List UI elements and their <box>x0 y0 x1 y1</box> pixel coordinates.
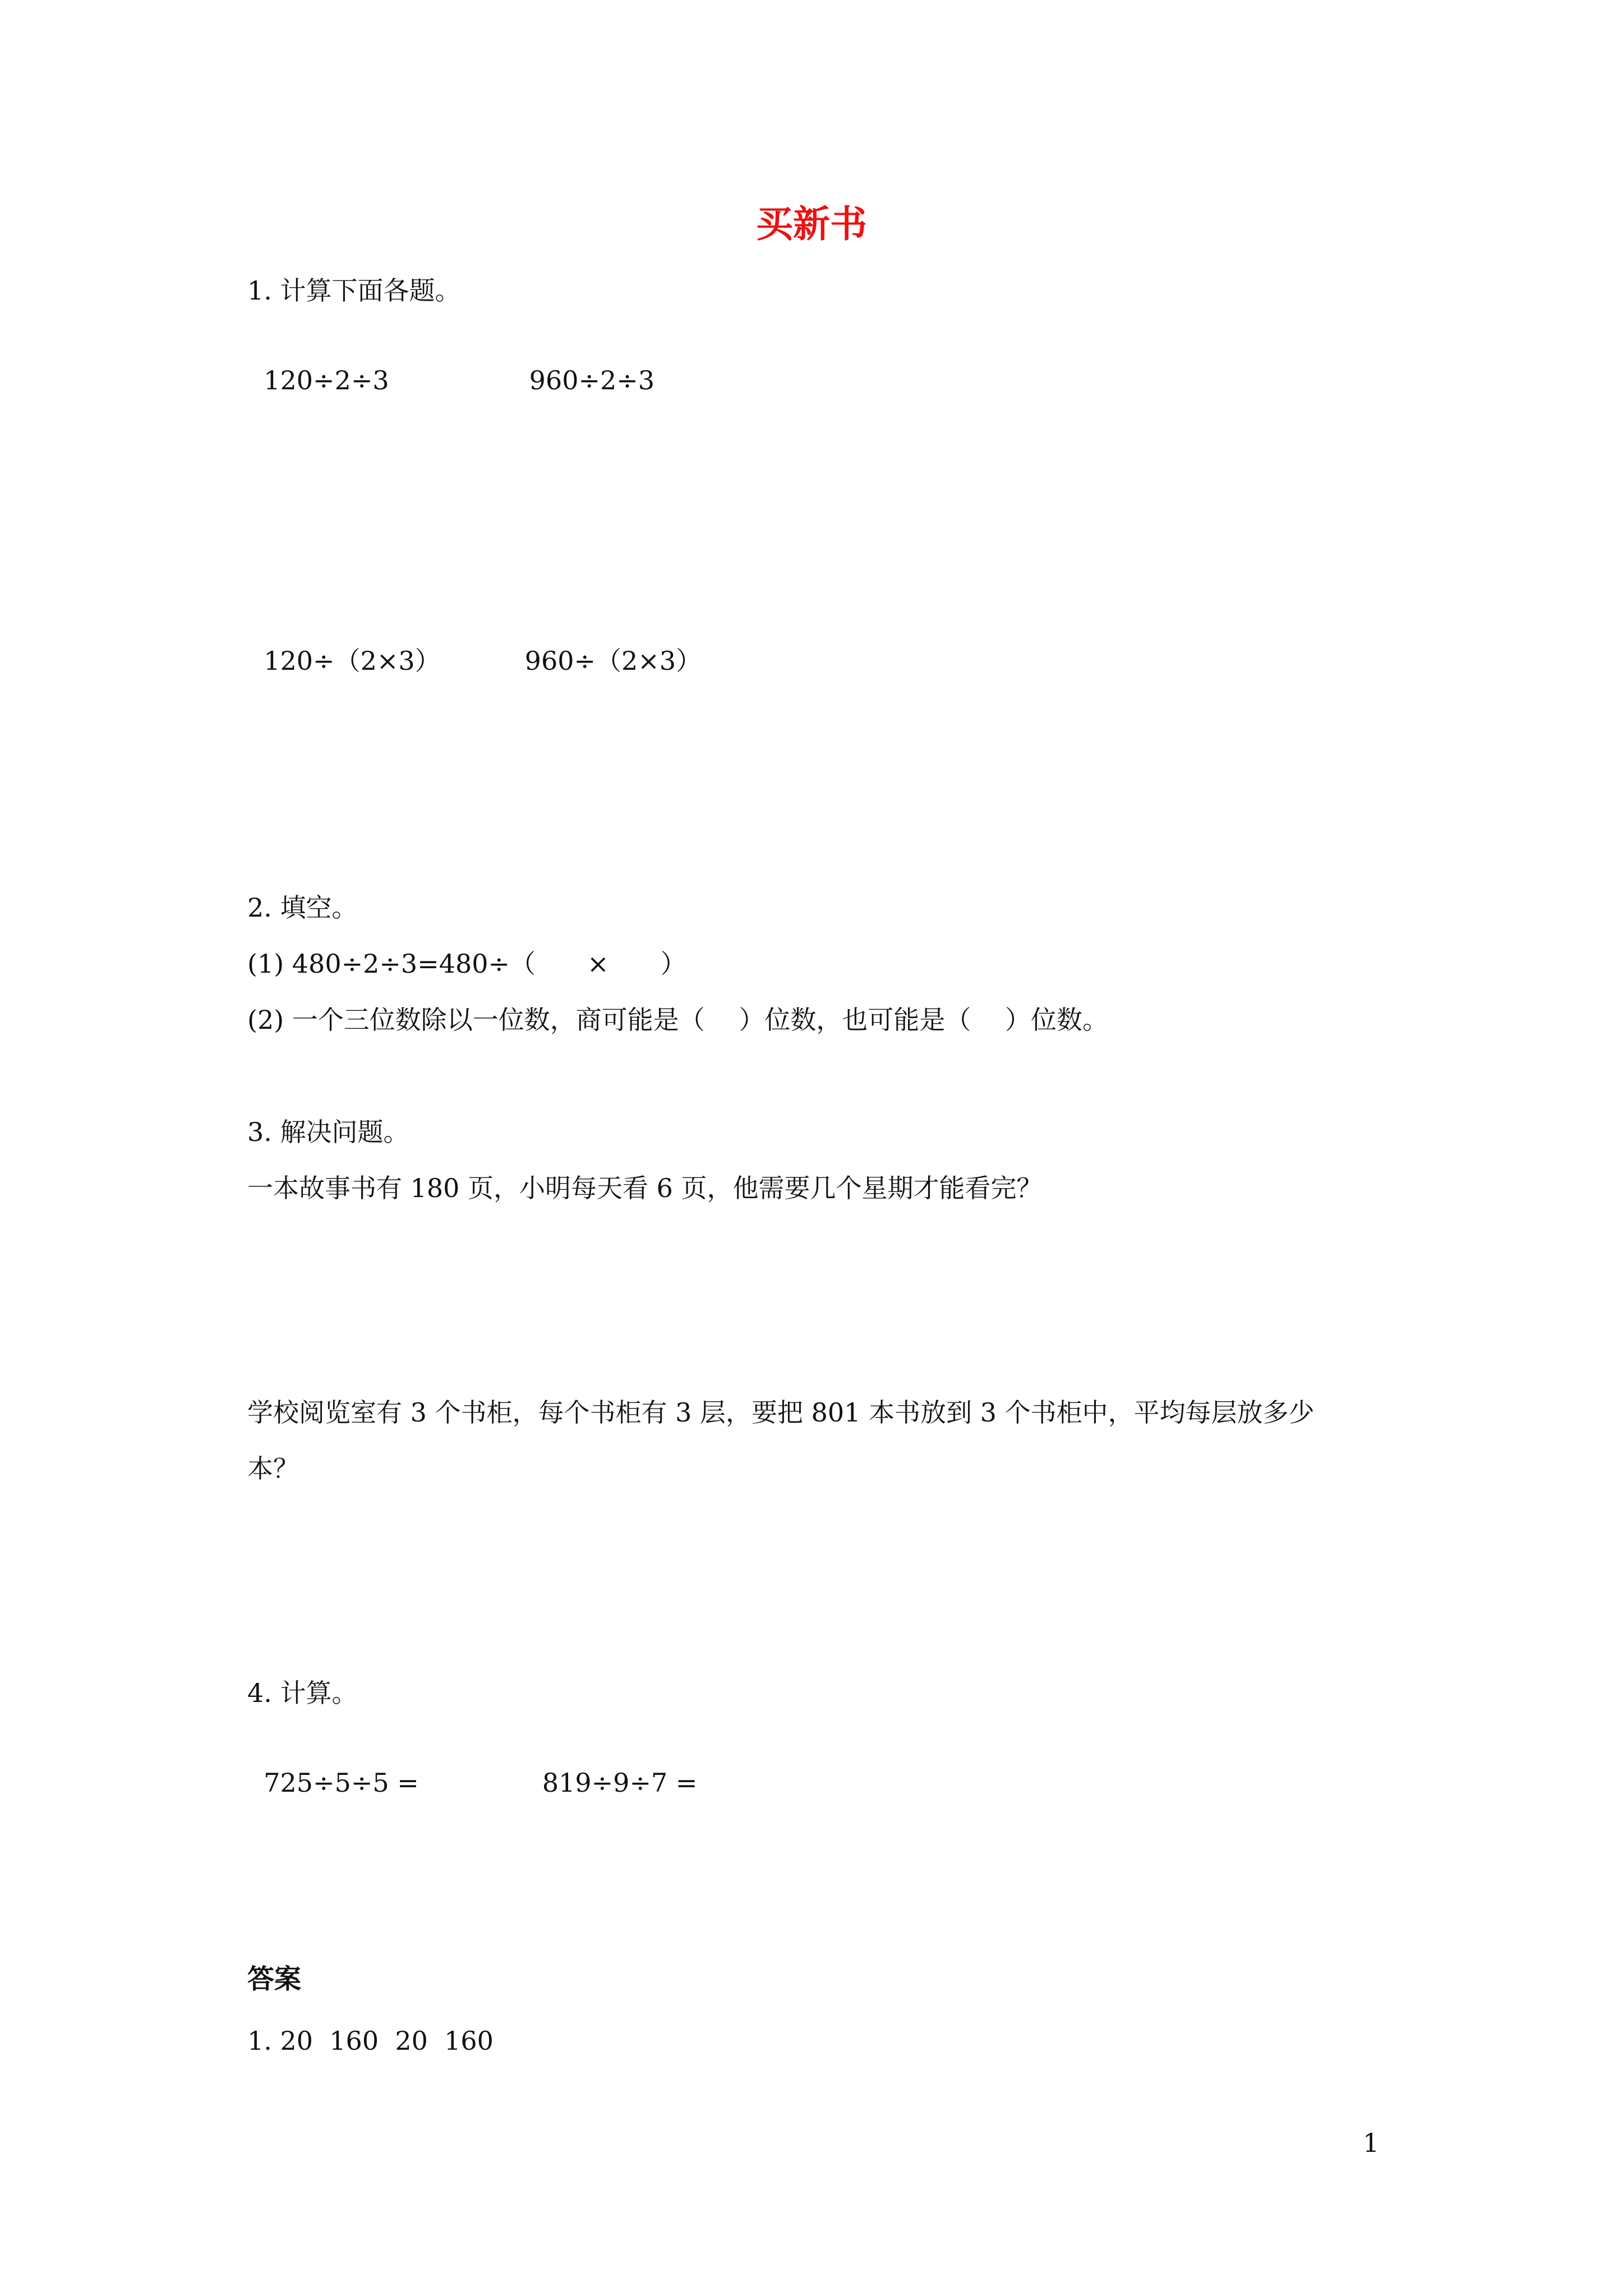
q3-problem-2-line-2: 本？ <box>247 1453 299 1484</box>
q1-expr-2: 960÷2÷3 <box>529 365 655 395</box>
q1-row2 <box>247 610 702 678</box>
q1-expr-1: 120÷2÷3 <box>264 365 389 395</box>
q1-expr-3: 120÷（2×3） <box>264 646 441 676</box>
q4-row <box>247 1732 697 1800</box>
q4-expr-2: 819÷9÷7 = <box>542 1768 698 1798</box>
page-number: 1 <box>1363 2128 1380 2158</box>
q3-problem-1: 一本故事书有 180 页，小明每天看 6 页，他需要几个星期才能看完？ <box>247 1173 1043 1203</box>
q3-heading: 3. 解决问题。 <box>247 1117 409 1147</box>
q4-heading: 4. 计算。 <box>247 1678 358 1708</box>
q1-heading: 1. 计算下面各题。 <box>247 275 461 306</box>
q2-item-1: (1) 480÷2÷3=480÷（ × ） <box>247 949 686 979</box>
q4-expr-1: 725÷5÷5 = <box>264 1768 419 1798</box>
q1-expr-4: 960÷（2×3） <box>524 646 702 676</box>
q1-row1 <box>247 330 654 397</box>
answers-heading: 答案 <box>247 1963 302 1995</box>
answers-line-1: 1. 20 160 20 160 <box>247 2026 494 2056</box>
page-title: 买新书 <box>756 203 867 246</box>
q3-problem-2-line-1: 学校阅览室有 3 个书柜，每个书柜有 3 层，要把 801 本书放到 3 个书柜中，平均每层放多少 <box>247 1397 1315 1428</box>
q2-heading: 2. 填空。 <box>247 892 358 923</box>
q2-item-2: (2) 一个三位数除以一位数，商可能是（ ）位数，也可能是（ ）位数。 <box>247 1005 1109 1035</box>
